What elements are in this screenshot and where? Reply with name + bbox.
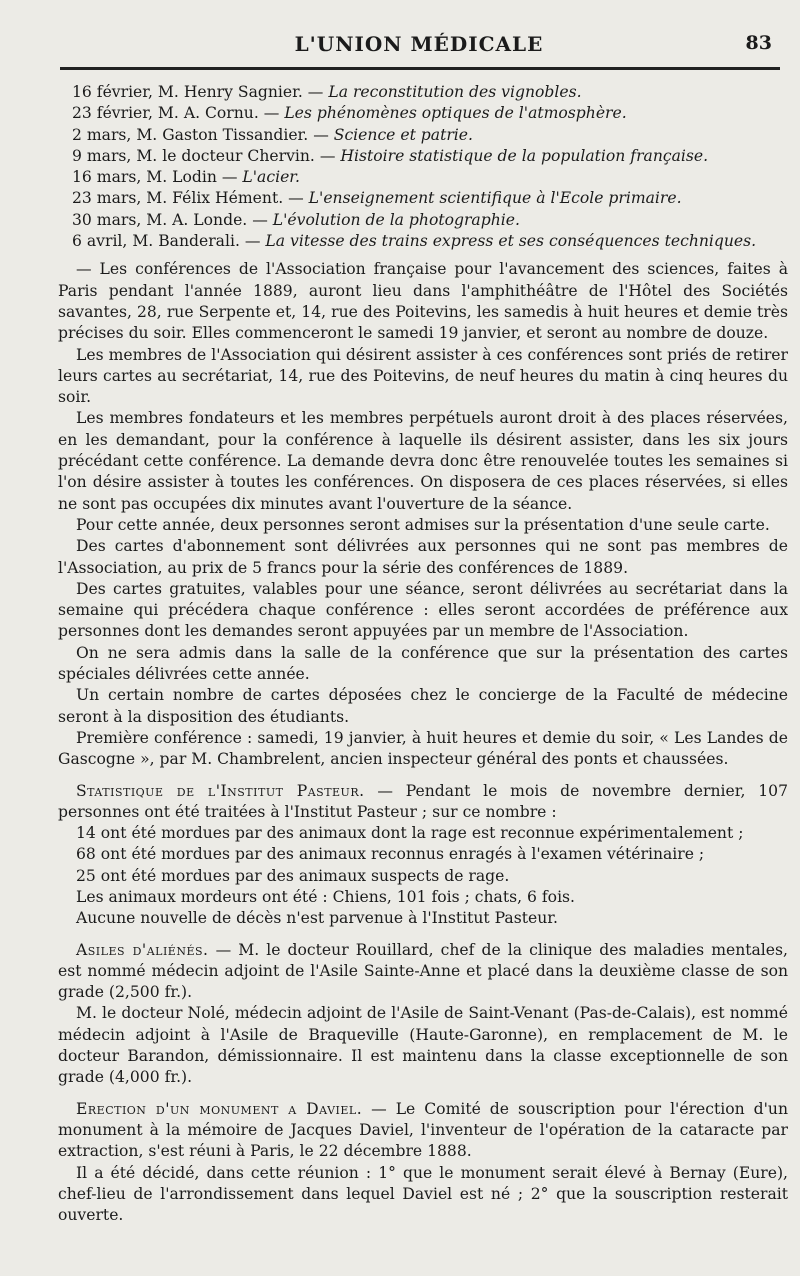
paragraph	[58, 781, 788, 824]
schedule-entry	[58, 210, 788, 231]
paragraph: Il a été décidé, dans cette réunion : 1° que le monument serait élevé à Bernay (Eure), chef-lieu de l'arrondissement dans lequel Daviel est né ; 2° que la souscription resterait ouverte.	[58, 1163, 788, 1225]
schedule-entry	[58, 125, 788, 146]
statistic-line: 25 ont été mordues par des animaux suspects de rage.	[76, 866, 510, 885]
daviel-section	[58, 1099, 788, 1227]
paragraph	[58, 1099, 788, 1163]
schedule-entry	[58, 103, 788, 124]
section-text: — Le Comité de souscription pour l'érection d'un monument à la mémoire de Jacques Daviel, l'inventeur de l'opération de la cataracte par extraction, s'est réuni à Paris, le 22 décembre 1888.	[58, 1099, 788, 1161]
running-title: L'UNION MÉDICALE	[294, 32, 544, 56]
paragraph: On ne sera admis dans la salle de la conférence que sur la présentation des cartes spéciales délivrées cette année.	[58, 643, 788, 684]
schedule-title: La reconstitution des vignobles.	[328, 83, 582, 101]
paragraph: Les membres de l'Association qui désirent assister à ces conférences sont priés de retirer leurs cartes au secrétariat, 14, rue des Poitevins, de neuf heures du matin à cinq heures du soir.	[58, 345, 788, 407]
page-number: 83	[745, 32, 772, 54]
paragraph: Des cartes gratuites, valables pour une séance, seront délivrées au secrétariat dans la semaine qui précédera chaque conférence : elles seront accordées de préférence aux personnes dont les demandes seront appuyées par un membre de l'Association.	[58, 579, 788, 641]
schedule-title: L'évolution de la photographie.	[272, 210, 520, 229]
header-rule	[60, 67, 780, 70]
statistic-line: Les animaux mordeurs ont été : Chiens, 101 fois ; chats, 6 fois.	[76, 887, 576, 906]
paragraph: Pour cette année, deux personnes seront admises sur la présentation d'une seule carte.	[76, 515, 770, 534]
schedule-date: 30 mars, M. A. Londe. —	[72, 210, 273, 229]
section-heading: Statistique de l'Institut Pasteur.	[76, 781, 365, 800]
statistic-line: 14 ont été mordues par des animaux dont la rage est reconnue expérimentalement ;	[76, 824, 744, 843]
section-text: — M. le docteur Rouillard, chef de la clinique des maladies mentales, est nommé médecin adjoint de l'Asile Sainte-Anne et placé dans la deuxième classe de son grade (2,500 fr.).	[58, 940, 788, 1002]
schedule-title: L'acier.	[242, 168, 300, 187]
schedule-title: La vitesse des trains express et ses conséquences techniques.	[265, 232, 757, 251]
schedule-entry	[58, 82, 788, 103]
schedule-date: 23 février, M. A. Cornu. —	[72, 104, 285, 123]
statistic-line: Aucune nouvelle de décès n'est parvenue à l'Institut Pasteur.	[76, 909, 558, 928]
schedule-date: 23 mars, M. Félix Hément. —	[72, 189, 309, 208]
page-header	[56, 22, 782, 66]
paragraph	[58, 940, 788, 1004]
paragraph: — Les conférences de l'Association française pour l'avancement des sciences, faites à Paris pendant l'année 1889, auront lieu dans l'amphithéâtre de l'Hôtel des Sociétés savantes, 28, rue Serpente et, 14, rue des Poitevins, les samedis à huit heures et demie très précises du soir. Elles commenceront le samedi 19 janvier, et seront au nombre de douze.	[58, 260, 788, 343]
statistic-line: 68 ont été mordues par des animaux reconnus enragés à l'examen vétérinaire ;	[76, 845, 705, 864]
schedule-date: 2 mars, M. Gaston Tissandier. —	[72, 125, 334, 144]
schedule-date: 16 mars, M. Lodin —	[72, 168, 243, 187]
schedule-entry	[58, 146, 788, 167]
schedule-title: Histoire statistique de la population française.	[340, 146, 709, 165]
paragraph: Les membres fondateurs et les membres perpétuels auront droit à des places réservées, en les demandant, pour la conférence à laquelle ils désirent assister, dans les six jours précédant cette conférence. La demande devra donc être renouvelée toutes les semaines si l'on désire assister à toutes les conférences. On disposera de ces places réservées, si elles ne sont pas occupées dix minutes avant l'ouverture de la séance.	[58, 409, 788, 513]
schedule-date: 9 mars, M. le docteur Chervin. —	[72, 146, 341, 165]
asiles-section	[58, 940, 788, 1089]
pasteur-section	[58, 781, 788, 930]
schedule-date: 6 avril, M. Banderali. —	[72, 232, 266, 251]
section-heading: Asiles d'aliénés.	[76, 940, 209, 959]
schedule-entry	[58, 167, 788, 188]
section-text: — Pendant le mois de novembre dernier, 107 personnes ont été traitées à l'Institut Pasteur ; sur ce nombre :	[58, 781, 788, 821]
schedule-entry	[58, 231, 788, 252]
schedule-entry	[58, 188, 788, 209]
schedule-title: Les phénomènes optiques de l'atmosphère.	[284, 104, 627, 123]
conference-schedule	[58, 82, 788, 252]
schedule-date: 16 février, M. Henry Sagnier. —	[72, 83, 329, 101]
schedule-title: Science et patrie.	[333, 125, 473, 144]
schedule-title: L'enseignement scientifique à l'Ecole primaire.	[308, 189, 682, 208]
paragraph: Des cartes d'abonnement sont délivrées aux personnes qui ne sont pas membres de l'Association, au prix de 5 francs pour la série des conférences de 1889.	[58, 537, 788, 577]
paragraph: Un certain nombre de cartes déposées chez le concierge de la Faculté de médecine seront à la disposition des étudiants.	[58, 686, 788, 726]
paragraph: Première conférence : samedi, 19 janvier, à huit heures et demie du soir, « Les Landes de Gascogne », par M. Chambrelent, ancien inspecteur général des ponts et chaussées.	[58, 728, 788, 769]
article-body	[58, 82, 788, 1226]
section-heading: Erection d'un monument a Daviel.	[76, 1099, 363, 1118]
paragraph: M. le docteur Nolé, médecin adjoint de l'Asile de Saint-Venant (Pas-de-Calais), est nommé médecin adjoint à l'Asile de Braqueville (Haute-Garonne), en remplacement de M. le docteur Barandon, démissionnaire. Il est maintenu dans la classe exceptionnelle de son grade (4,000 fr.).	[58, 1004, 788, 1087]
